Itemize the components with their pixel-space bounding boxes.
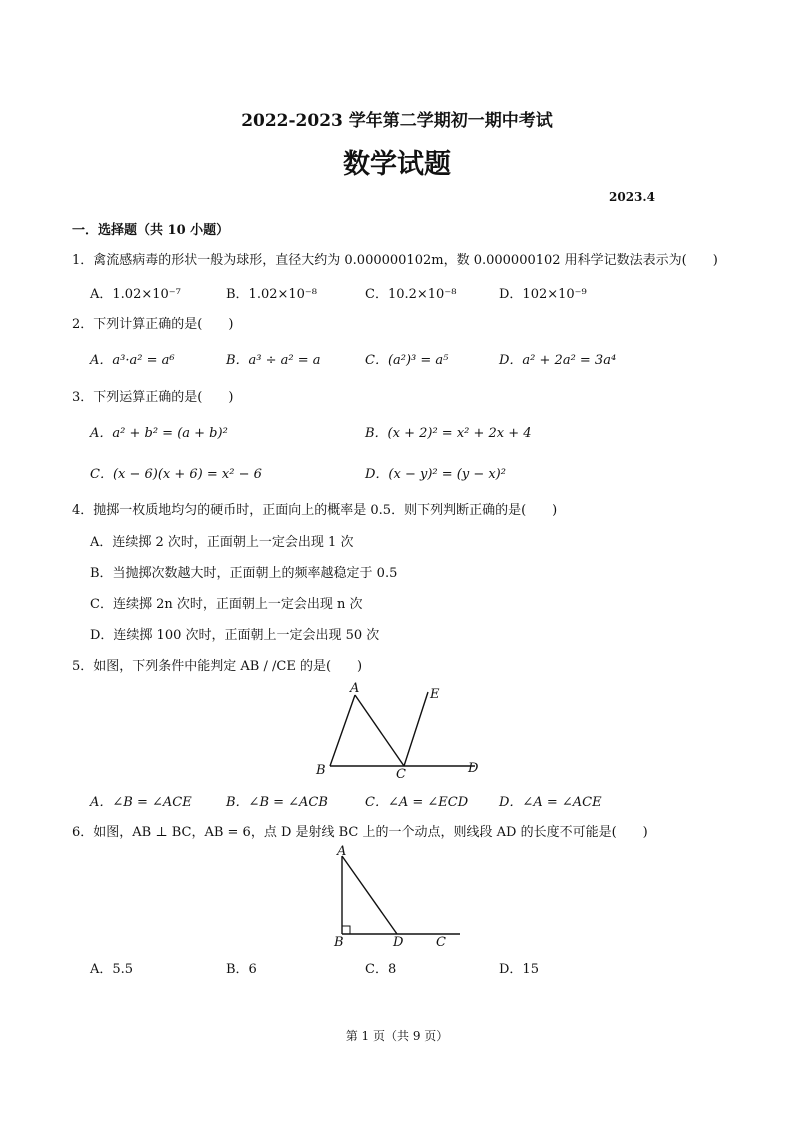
question-4-option-b: B．当抛掷次数越大时，正面朝上的频率越稳定于 0.5: [90, 566, 398, 581]
question-4-stem: 4．抛掷一枚质地均匀的硬币时，正面向上的概率是 0.5．则下列判断正确的是( ): [72, 503, 558, 518]
point-label-a: A: [337, 844, 347, 859]
question-1-option-d: D．102×10⁻⁹: [499, 287, 587, 302]
point-label-b: B: [316, 763, 326, 778]
question-6-figure: [325, 842, 470, 950]
exam-title: 2022-2023 学年第二学期初一期中考试: [241, 111, 553, 131]
question-1-option-a: A．1.02×10⁻⁷: [90, 287, 181, 302]
question-5-option-b: B．∠B = ∠ACB: [226, 795, 328, 810]
exam-date: 2023.4: [609, 190, 655, 204]
line-ab: [330, 695, 355, 766]
question-1-option-c: C．10.2×10⁻⁸: [365, 287, 457, 302]
question-3-option-c: C．(x − 6)(x + 6) = x² − 6: [90, 467, 262, 482]
line-ce: [404, 692, 428, 766]
page-footer: 第 1 页（共 9 页）: [345, 1029, 449, 1043]
question-5-option-d: D．∠A = ∠ACE: [499, 795, 602, 810]
point-label-e: E: [430, 687, 440, 702]
question-6-option-a: A．5.5: [90, 962, 134, 977]
line-ac: [355, 695, 404, 766]
question-5-stem: 5．如图，下列条件中能判定 AB / /CE 的是( ): [72, 659, 363, 674]
question-3-stem: 3．下列运算正确的是( ): [72, 390, 234, 405]
question-6-option-c: C．8: [365, 962, 397, 977]
question-4-option-d: D．连续掷 100 次时，正面朝上一定会出现 50 次: [90, 628, 380, 643]
question-1-stem: 1．禽流感病毒的形状一般为球形，直径大约为 0.000000102m，数 0.000000102 用科学记数法表示为( ): [72, 253, 718, 268]
question-2-option-d: D．a² + 2a² = 3a⁴: [499, 353, 617, 368]
point-label-d: D: [393, 935, 404, 950]
question-5-option-c: C．∠A = ∠ECD: [365, 795, 469, 810]
point-label-b: B: [334, 935, 344, 950]
question-5-figure: [300, 678, 500, 783]
question-3-option-a: A．a² + b² = (a + b)²: [90, 426, 228, 441]
exam-subject-title: 数学试题: [343, 149, 451, 180]
question-5-option-a: A．∠B = ∠ACE: [90, 795, 192, 810]
point-label-d: D: [468, 761, 479, 776]
question-6-option-b: B．6: [226, 962, 257, 977]
question-3-option-d: D．(x − y)² = (y − x)²: [365, 467, 506, 482]
question-6-stem: 6．如图，AB ⊥ BC，AB = 6，点 D 是射线 BC 上的一个动点，则线段 AD 的长度不可能是( ): [72, 825, 648, 840]
question-2-option-b: B．a³ ÷ a² = a: [226, 353, 321, 368]
question-2-option-c: C．(a²)³ = a⁵: [365, 353, 449, 368]
question-6-option-d: D．15: [499, 962, 539, 977]
point-label-c: C: [436, 935, 446, 950]
question-1-option-b: B．1.02×10⁻⁸: [226, 287, 318, 302]
segment-ad: [342, 856, 397, 934]
question-2-option-a: A．a³·a² = a⁶: [90, 353, 175, 368]
question-4-option-c: C．连续掷 2n 次时，正面朝上一定会出现 n 次: [90, 597, 363, 612]
point-label-c: C: [396, 767, 406, 782]
question-3-option-b: B．(x + 2)² = x² + 2x + 4: [365, 426, 532, 441]
question-2-stem: 2．下列计算正确的是( ): [72, 317, 234, 332]
question-4-option-a: A．连续掷 2 次时，正面朝上一定会出现 1 次: [90, 535, 354, 550]
section-heading: 一．选择题（共 10 小题）: [72, 223, 230, 238]
right-angle-mark: [342, 926, 350, 934]
point-label-a: A: [350, 681, 360, 696]
